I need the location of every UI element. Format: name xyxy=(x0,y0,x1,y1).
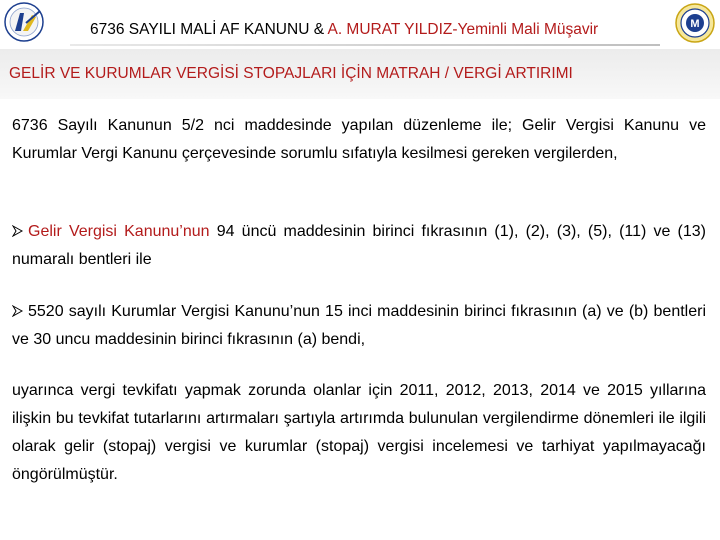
intro-paragraph: 6736 Sayılı Kanunun 5/2 nci maddesinde yapılan düzenleme ile; Gelir Vergisi Kanunu ve Kurumlar Vergi Kanunu çerçevesinde sorumlu sıfatıyla kesilmesi gereken vergilerden, xyxy=(12,117,706,162)
organization-logo-icon xyxy=(2,1,50,43)
header-title-main: 6736 SAYILI MALİ AF KANUNU & xyxy=(90,21,328,38)
arrow-bullet-icon xyxy=(12,305,23,317)
bullet-item-gvk xyxy=(12,218,706,274)
bullet-item-kvk xyxy=(12,298,706,354)
section-title: GELİR VE KURUMLAR VERGİSİ STOPAJLARI İÇİN MATRAH / VERGİ ARTIRIMI xyxy=(9,65,573,82)
conclusion-paragraph: uyarınca vergi tevkifatı yapmak zorunda olanlar için 2011, 2012, 2013, 2014 ve 2015 yıllarına ilişkin bu tevkifat tutarlarını artırmaları şartıyla artırımda bulunulan vergilendirme dönemleri ile ilgili olarak gelir (stopaj) vergisi ve kurumlar (stopaj) vergisi incelemesi ve tarhiyat yapılmayacağı öngörülmüştür. xyxy=(12,382,706,483)
bullet-gvk-text: 94 üncü maddesinin birinci fıkrasının (1), (2), (3), (5), (11) ve (13) numaralı bentleri ile xyxy=(12,223,707,268)
arrow-bullet-icon xyxy=(12,225,23,237)
header-divider xyxy=(70,44,660,46)
bullet-kvk-text: 5520 sayılı Kurumlar Vergisi Kanunu’nun 15 inci maddesinin birinci fıkrasının (a) ve (b) bentleri ve 30 uncu maddesinin birinci fıkrasının (a) bendi, xyxy=(12,303,706,348)
seal-logo-letter: M xyxy=(690,18,700,30)
seal-logo-icon xyxy=(674,2,716,44)
header-title-author: A. MURAT YILDIZ-Yeminli Mali Müşavir xyxy=(327,21,599,38)
bullet-gvk-highlight: Gelir Vergisi Kanunu’nun xyxy=(28,223,210,240)
slide-header xyxy=(0,0,720,48)
header-title xyxy=(90,21,680,39)
